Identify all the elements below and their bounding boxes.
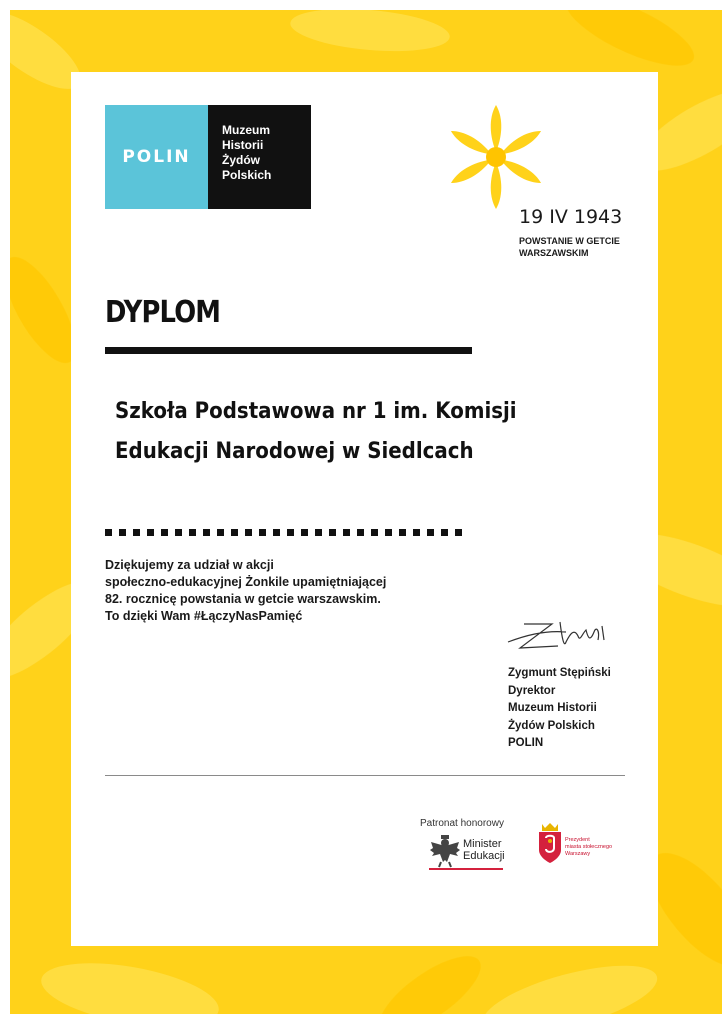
footer-divider xyxy=(105,775,625,776)
minister-red-bar xyxy=(429,868,503,870)
diploma-card xyxy=(71,72,658,946)
signer-line: Żydów Polskich xyxy=(508,719,595,732)
signer-line: Dyrektor xyxy=(508,684,556,697)
message-line: Dziękujemy za udział w akcji xyxy=(105,558,274,572)
message-line: 82. rocznicę powstania w getcie warszawskim. xyxy=(105,592,381,606)
title-underline xyxy=(105,347,472,354)
signer-line: Zygmunt Stępiński xyxy=(508,667,611,679)
thank-you-message xyxy=(105,557,485,625)
warsaw-line: Warszawy xyxy=(565,851,591,857)
message-line: To dzięki Wam #ŁączyNasPamięć xyxy=(105,609,303,623)
logo-line: Polskich xyxy=(222,168,272,182)
patronage-label: Patronat honorowy xyxy=(420,818,504,829)
logo-line: Muzeum xyxy=(222,123,270,137)
warsaw-crest-icon xyxy=(537,822,563,864)
polin-logo xyxy=(105,105,311,209)
signer-line: POLIN xyxy=(508,737,544,749)
signer-block xyxy=(508,665,611,753)
uprising-date: 19 IV 1943 xyxy=(519,206,623,228)
warsaw-line: miasta stołecznego xyxy=(565,844,613,850)
recipient-line: Edukacji Narodowej w Siedlcach xyxy=(115,439,474,464)
warsaw-line: Prezydent xyxy=(565,837,590,843)
dotted-divider xyxy=(105,529,465,539)
message-line: społeczno-edukacyjnej Żonkile upamiętniającej xyxy=(105,575,387,589)
handwritten-signature xyxy=(504,612,614,657)
polin-logo-name-panel xyxy=(208,105,311,209)
minister-line: Edukacji xyxy=(463,850,505,862)
diploma-title: DYPLOM xyxy=(105,295,221,330)
polish-eagle-icon xyxy=(429,834,461,868)
logo-line: Żydów xyxy=(222,153,260,167)
recipient-name xyxy=(115,392,538,472)
warsaw-president-label xyxy=(565,837,625,858)
daffodil-icon xyxy=(446,102,546,212)
polin-logo-wordmark-panel xyxy=(105,105,208,209)
minister-line: Minister xyxy=(463,838,502,850)
logo-line: Historii xyxy=(222,138,264,152)
signer-line: Muzeum Historii xyxy=(508,702,597,714)
uprising-caption: POWSTANIE W GETCIE WARSZAWSKIM xyxy=(519,236,620,258)
polin-wordmark: POLIN xyxy=(122,147,191,167)
minister-label xyxy=(463,838,505,862)
recipient-line: Szkoła Podstawowa nr 1 im. Komisji xyxy=(115,399,517,424)
